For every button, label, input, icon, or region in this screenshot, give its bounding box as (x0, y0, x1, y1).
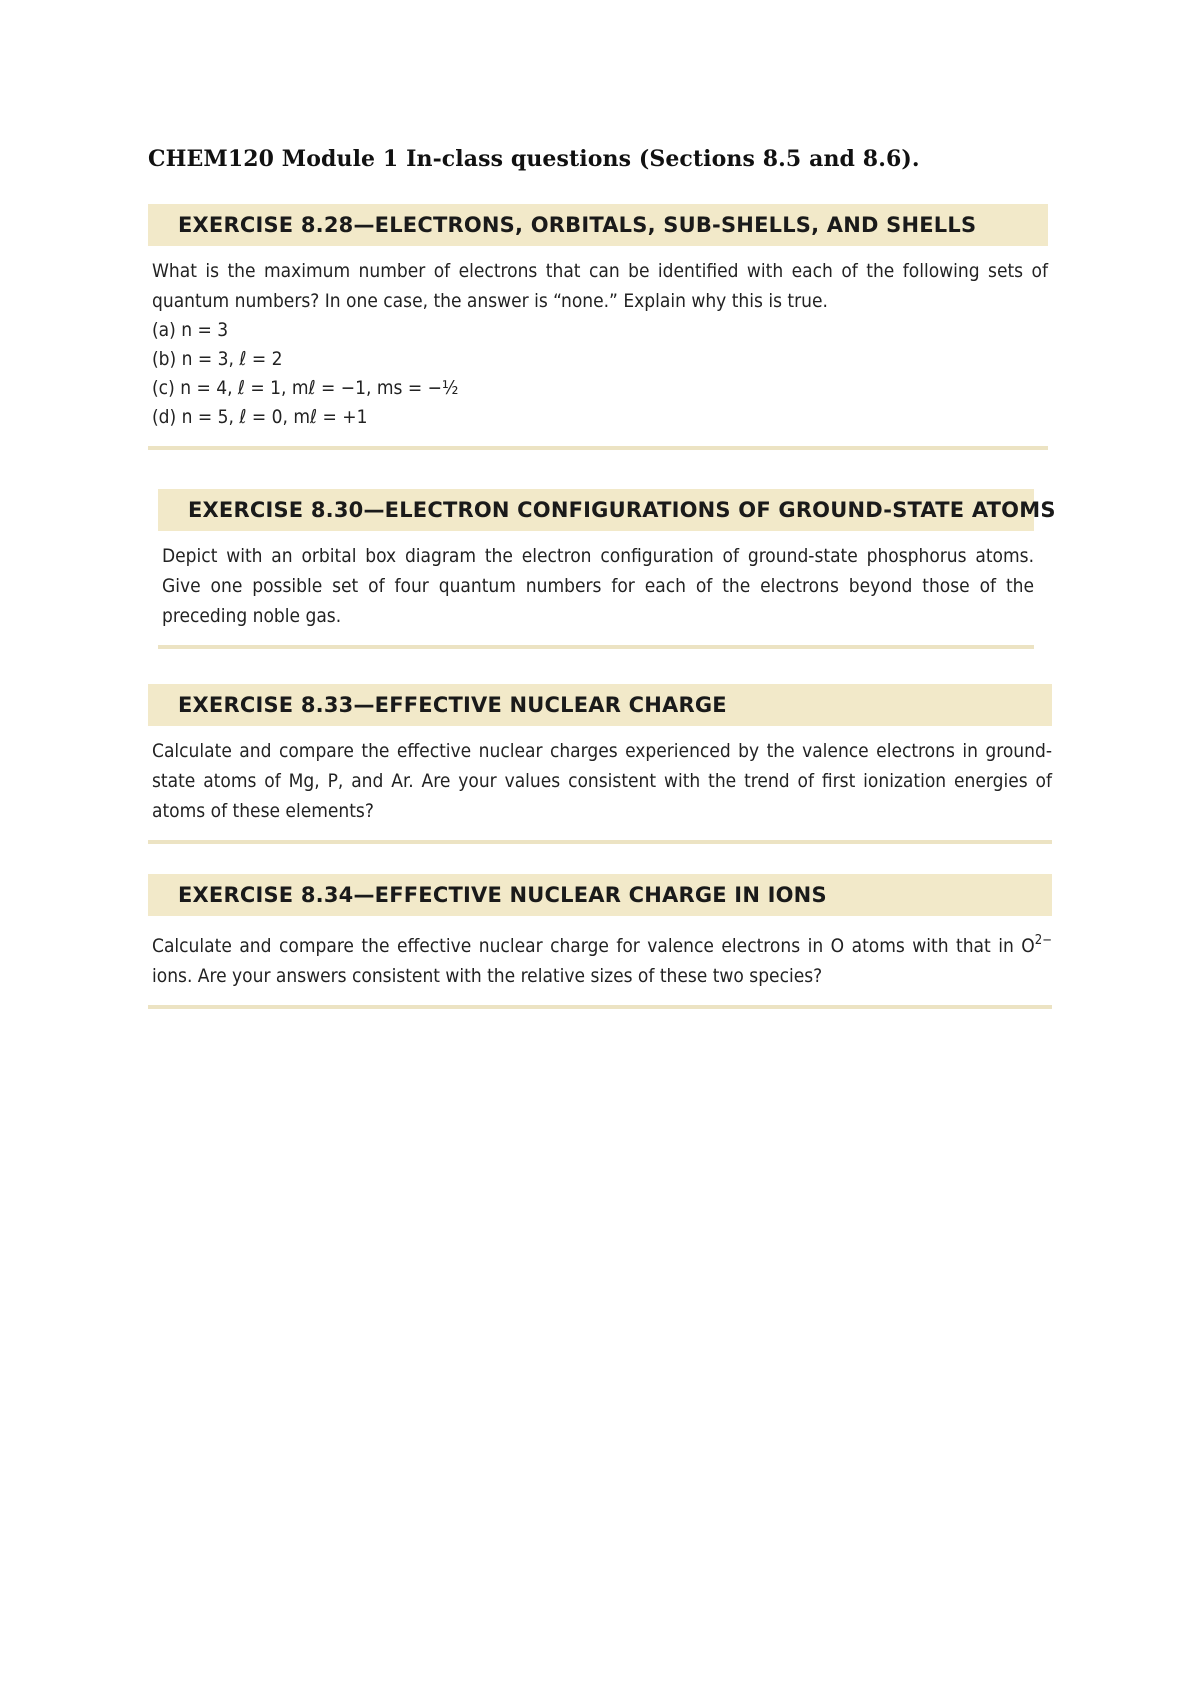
part-label: (b) (152, 348, 177, 370)
exercise-header: EXERCISE 8.28—ELECTRONS, ORBITALS, SUB-SHELLS, AND SHELLS (148, 204, 1048, 246)
exercise-header: EXERCISE 8.30—ELECTRON CONFIGURATIONS OF GROUND-STATE ATOMS (158, 489, 1034, 531)
exercise-question: What is the maximum number of electrons that can be identified with each of the following sets of quantum numbers? In one case, the answer is “none.” Explain why this is true. (152, 260, 1048, 312)
question-part-c (152, 374, 1048, 403)
page-title: CHEM120 Module 1 In-class questions (Sections 8.5 and 8.6). (148, 146, 920, 172)
question-text: Calculate and compare the effective nuclear charge for valence electrons in O atoms with that in O (152, 935, 1035, 957)
charge-superscript: 2− (1034, 933, 1052, 948)
exercise-header: EXERCISE 8.33—EFFECTIVE NUCLEAR CHARGE (148, 684, 1052, 726)
part-expression: n = 5, ℓ = 0, mℓ = +1 (181, 406, 368, 428)
exercise-body (158, 541, 1034, 631)
part-label: (a) (152, 319, 176, 341)
exercise-body (148, 926, 1052, 991)
divider (158, 645, 1034, 649)
divider (148, 446, 1048, 450)
exercise-8-34 (148, 874, 1052, 1009)
exercise-question (152, 926, 1052, 991)
question-part-d (152, 403, 1048, 432)
exercise-header: EXERCISE 8.34—EFFECTIVE NUCLEAR CHARGE IN IONS (148, 874, 1052, 916)
exercise-question: Depict with an orbital box diagram the electron configuration of ground-state phosphorus atoms. Give one possible set of four quantum numbers for each of the electrons beyond those of the preceding noble gas. (162, 545, 1034, 627)
part-expression: n = 3, ℓ = 2 (181, 348, 283, 370)
exercise-8-28 (148, 204, 1048, 450)
divider (148, 1005, 1052, 1009)
part-label: (d) (152, 406, 177, 428)
question-part-b (152, 345, 1048, 374)
part-expression: n = 4, ℓ = 1, mℓ = −1, ms = −½ (180, 377, 459, 399)
exercise-body (148, 736, 1052, 826)
exercise-8-30 (158, 489, 1056, 649)
part-label: (c) (152, 377, 175, 399)
question-parts (152, 316, 1048, 432)
part-expression: n = 3 (181, 319, 229, 341)
divider (148, 840, 1052, 844)
exercise-8-33 (148, 684, 1052, 844)
question-part-a (152, 316, 1048, 345)
exercise-body (148, 256, 1048, 432)
exercise-question: Calculate and compare the effective nuclear charges experienced by the valence electrons in ground-state atoms of Mg, P, and Ar. Are your values consistent with the trend of first ionization energies of atoms of these elements? (152, 740, 1052, 822)
question-text: ions. Are your answers consistent with the relative sizes of these two species? (152, 965, 823, 987)
